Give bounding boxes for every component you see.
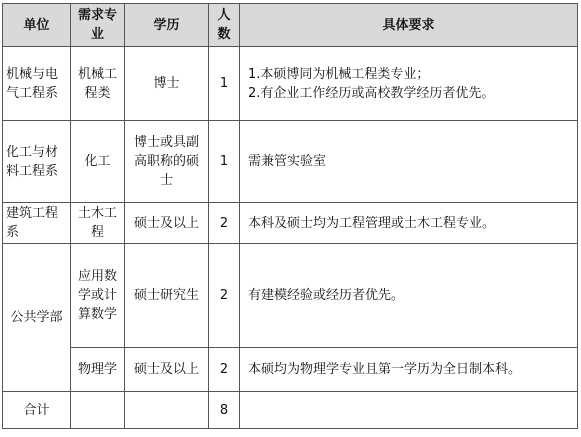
degree-cell: 硕士及以上 <box>125 348 209 392</box>
header-unit: 单位 <box>3 4 71 47</box>
count-cell: 2 <box>209 203 240 244</box>
count-cell: 2 <box>209 244 240 348</box>
empty-cell <box>71 392 125 429</box>
degree-cell: 博士 <box>125 47 209 121</box>
requirement-cell <box>240 47 578 121</box>
total-label: 合计 <box>3 392 71 429</box>
count-cell: 2 <box>209 348 240 392</box>
header-major: 需求专业 <box>71 4 125 47</box>
major-cell: 应用数学或计算数学 <box>71 244 125 348</box>
header-count: 人数 <box>209 4 240 47</box>
empty-cell <box>240 392 578 429</box>
total-row <box>3 392 578 429</box>
major-cell: 土木工程 <box>71 203 125 244</box>
requirement-line: 本科及硕士均为工程管理或土木工程专业。 <box>248 215 496 231</box>
requirement-line: 2.有企业工作经历或高校教学经历者优先。 <box>248 85 495 101</box>
degree-cell: 硕士及以上 <box>125 203 209 244</box>
total-count: 8 <box>209 392 240 429</box>
count-cell: 1 <box>209 47 240 121</box>
requirement-cell <box>240 203 578 244</box>
requirement-line: 需兼管实验室 <box>248 154 327 169</box>
degree-cell: 硕士研究生 <box>125 244 209 348</box>
major-cell: 化工 <box>71 121 125 203</box>
table-row <box>3 348 578 392</box>
requirement-line: 1.本硕博同为机械工程类专业； <box>248 66 430 82</box>
unit-cell: 机械与电气工程系 <box>3 47 71 121</box>
count-cell: 1 <box>209 121 240 203</box>
degree-cell: 博士或具副高职称的硕士 <box>125 121 209 203</box>
requirement-cell <box>240 244 578 348</box>
table-row <box>3 244 578 348</box>
header-row <box>3 4 578 47</box>
requirements-table <box>2 3 578 429</box>
empty-cell <box>125 392 209 429</box>
requirement-line: 有建模经验或经历者优先。 <box>248 288 405 303</box>
requirement-cell <box>240 121 578 203</box>
table-row <box>3 203 578 244</box>
major-cell: 物理学 <box>71 348 125 392</box>
table-row <box>3 121 578 203</box>
unit-cell: 公共学部 <box>3 244 71 392</box>
requirement-cell <box>240 348 578 392</box>
unit-cell: 建筑工程系 <box>3 203 71 244</box>
major-cell: 机械工程类 <box>71 47 125 121</box>
header-degree: 学历 <box>125 4 209 47</box>
header-requirement: 具体要求 <box>240 4 578 47</box>
requirement-line: 本硕均为物理学专业且第一学历为全日制本科。 <box>248 362 522 377</box>
unit-cell: 化工与材料工程系 <box>3 121 71 203</box>
table-row <box>3 47 578 121</box>
